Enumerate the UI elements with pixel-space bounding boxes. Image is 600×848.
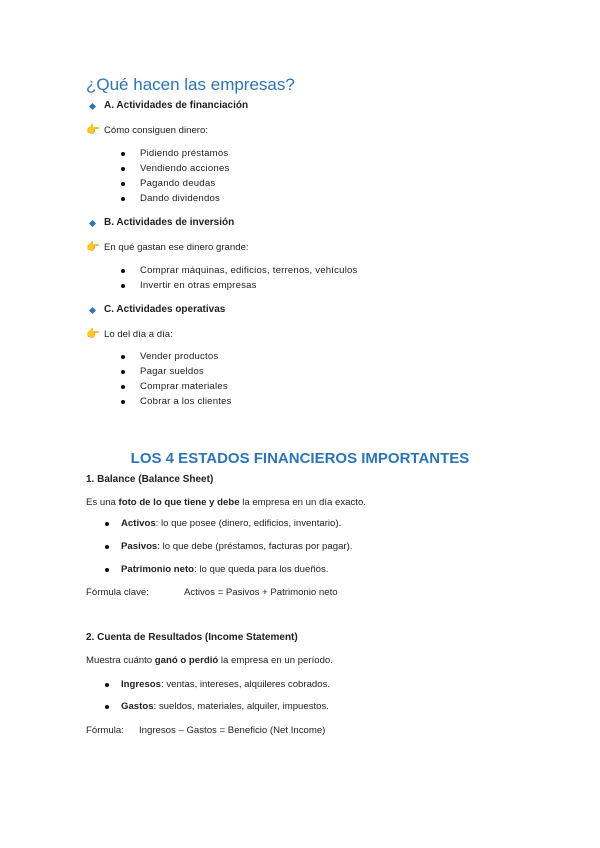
list-item: Pidiendo préstamos [140,148,229,159]
list-item: Vendiendo acciones [140,163,230,174]
diamond-bullet-icon [89,220,96,227]
list-item: Dando dividendos [140,193,221,204]
bullet-icon [105,705,109,709]
list-item: Vender productos [140,351,219,362]
emphasis-text: foto de lo que tiene y debe [118,497,240,508]
block-intro-c: Lo del día a día: [104,329,173,340]
diamond-bullet-icon [89,103,96,110]
list-item: Pagar sueldos [140,366,204,377]
list-item: Activos: lo que posee (dinero, edificios, inventario). [121,518,342,529]
bullet-icon [121,400,125,404]
list-item: Comprar materiales [140,381,228,392]
list-item: Comprar máquinas, edificios, terrenos, vehículos [140,265,358,276]
bullet-icon [121,182,125,186]
bullet-icon [105,545,109,549]
section-title: ¿Qué hacen las empresas? [86,75,295,94]
list-item: Invertir en otras empresas [140,280,257,291]
block-heading-c: C. Actividades operativas [104,304,226,315]
list-item: Gastos: sueldos, materiales, alquiler, impuestos. [121,701,329,712]
diamond-bullet-icon [89,307,96,314]
statement-description: Muestra cuánto ganó o perdió la empresa en un período. [86,655,333,666]
bullet-icon [121,152,125,156]
formula-line [86,587,338,598]
pointing-hand-icon: 👉 [86,328,100,340]
block-intro-b: En qué gastan ese dinero grande: [104,242,249,253]
pointing-hand-icon: 👉 [86,124,100,136]
bullet-icon [121,269,125,273]
bullet-icon [105,522,109,526]
list-item: Pagando deudas [140,178,216,189]
bullet-icon [121,355,125,359]
statement-heading-income: 2. Cuenta de Resultados (Income Statement) [86,632,298,643]
list-item: Pasivos: lo que debe (préstamos, facturas por pagar). [121,541,353,552]
statement-description: Es una foto de lo que tiene y debe la empresa en un día exacto. [86,497,366,508]
block-heading-b: B. Actividades de inversión [104,217,235,228]
list-item: Cobrar a los clientes [140,396,232,407]
pointing-hand-icon: 👉 [86,241,100,253]
formula-text: Activos = Pasivos + Patrimonio neto [184,587,338,598]
bullet-icon [105,683,109,687]
bullet-icon [121,385,125,389]
formula-label: Fórmula clave: [86,587,149,598]
bullet-icon [121,284,125,288]
list-item: Ingresos: ventas, intereses, alquileres cobrados. [121,679,331,690]
bullet-icon [121,370,125,374]
bullet-icon [121,167,125,171]
formula-line [86,725,325,736]
section-title: LOS 4 ESTADOS FINANCIEROS IMPORTANTES [130,450,470,467]
bullet-icon [105,568,109,572]
emphasis-text: ganó o perdió [154,655,219,666]
formula-label: Fórmula: [86,725,124,736]
bullet-icon [121,197,125,201]
list-item: Patrimonio neto: lo que queda para los dueños. [121,564,329,575]
statement-heading-balance: 1. Balance (Balance Sheet) [86,474,214,485]
block-intro-a: Cómo consiguen dinero: [104,125,208,136]
block-heading-a: A. Actividades de financiación [104,100,249,111]
formula-text: Ingresos – Gastos = Beneficio (Net Income) [139,725,326,736]
